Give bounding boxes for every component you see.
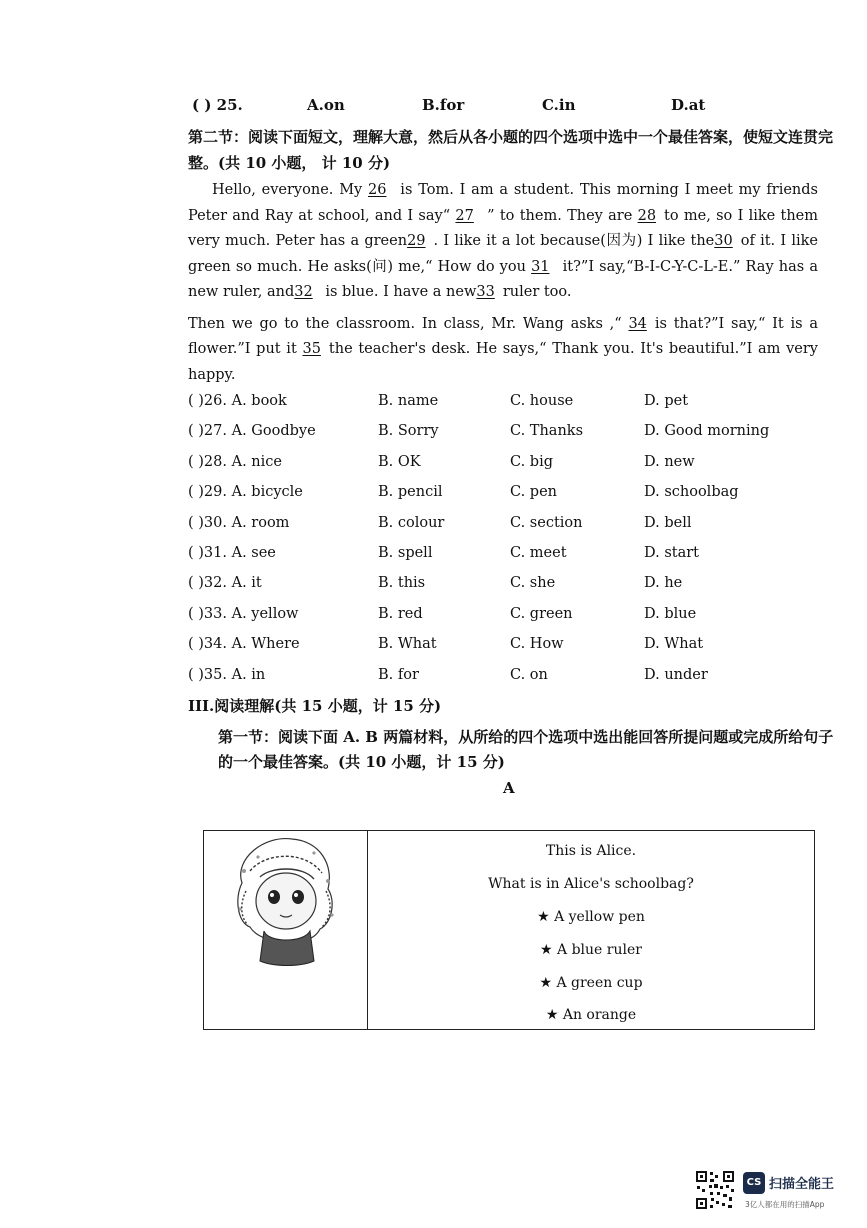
option-row — [188, 545, 808, 575]
option-b: B. OK — [378, 453, 421, 470]
option-number-a: ( )28. A. nice — [188, 453, 282, 470]
option-row — [188, 393, 808, 423]
q25-number: ( ) 25. — [192, 96, 243, 114]
option-b: B. colour — [378, 514, 445, 531]
passage-paragraph-1 — [188, 178, 818, 306]
blank-35: 35 — [302, 341, 321, 357]
q25-option-d: D.at — [671, 96, 706, 114]
section2-instruction: 第二节：阅读下面短文，理解大意，然后从各小题的四个选项中选中一个最佳答案，使短文连贯完整。(共 10 小题， 计 10 分) — [188, 128, 834, 172]
passage-text: ” to them. They are — [481, 207, 638, 224]
option-c: C. big — [510, 453, 553, 470]
card-question: What is in Alice's schoolbag? — [488, 876, 694, 892]
passage-text: is Tom. I am a student. This morning I meet my friends Peter and Ray at school, and I say“ — [188, 182, 818, 224]
option-row — [188, 636, 808, 666]
alice-text-cell — [368, 831, 814, 1029]
option-d: D. schoolbag — [644, 484, 739, 501]
option-c: C. Thanks — [510, 423, 584, 440]
blank-32: 32 — [294, 284, 313, 300]
blank-33: 33 — [476, 284, 495, 300]
option-row — [188, 484, 808, 514]
option-number-a: ( )29. A. bicycle — [188, 484, 303, 501]
q25-option-a: A.on — [307, 96, 345, 114]
passage-text: to me, so I like them very much. Peter has a green — [188, 207, 818, 249]
q25-option-b: B.for — [422, 96, 465, 114]
passage-letter: A — [503, 779, 515, 797]
passage-text: of it. I like green so much. He asks(问) me,“ How do you — [188, 233, 818, 275]
blank-34: 34 — [628, 315, 647, 332]
option-d: D. Good morning — [644, 423, 770, 440]
passage-text: Then we go to the classroom. In class, Mr. Wang asks ,“ — [188, 315, 629, 332]
camscanner-tagline: 3亿人都在用的扫描App — [745, 1200, 825, 1209]
option-row — [188, 515, 808, 545]
blank-30: 30 — [714, 233, 733, 249]
card-intro: This is Alice. — [545, 843, 637, 859]
option-b: B. for — [378, 666, 419, 683]
option-b: B. pencil — [378, 484, 443, 501]
option-number-a: ( )30. A. room — [188, 514, 290, 531]
option-c: C. pen — [510, 484, 557, 501]
passage-paragraph-2 — [188, 312, 818, 389]
blank-31: 31 — [531, 258, 550, 275]
option-d: D. start — [644, 544, 699, 561]
option-b: B. name — [378, 393, 439, 409]
option-c: C. house — [510, 393, 574, 409]
blank-28: 28 — [637, 207, 657, 224]
option-b: B. Sorry — [378, 423, 439, 440]
passage-text: it?”I say,“B-I-C-Y-C-L-E.” Ray has a new ruler, and — [188, 258, 818, 300]
option-d: D. blue — [644, 605, 697, 622]
option-d: D. bell — [644, 514, 692, 531]
qr-code-icon — [695, 1170, 735, 1210]
cloze-passage — [188, 178, 818, 394]
blank-29: 29 — [407, 233, 426, 249]
option-c: C. she — [510, 575, 556, 592]
section3-part1-instruction: 第一节：阅读下面 A. B 两篇材料，从所给的四个选项中选出能回答所提问题或完成所给句子的一个最佳答案。(共 10 小题，计 15 分) — [218, 728, 834, 771]
option-number-a: ( )31. A. see — [188, 544, 276, 561]
passage-text: ruler too. — [502, 284, 572, 300]
option-c: C. How — [510, 636, 564, 653]
option-row — [188, 667, 808, 697]
section3-title: III.阅读理解(共 15 小题，计 15 分) — [188, 697, 442, 715]
camscanner-name: 扫描全能王 — [769, 1177, 835, 1192]
option-b: B. this — [378, 575, 426, 592]
passage-text: Hello, everyone. My — [212, 182, 369, 198]
option-b: B. What — [378, 636, 437, 653]
alice-card — [203, 830, 815, 1030]
passage-text: the teacher's desk. He says,“ Thank you. It's beautiful.”I am very happy. — [188, 341, 818, 383]
card-item: ★ An orange — [545, 1007, 637, 1023]
option-b: B. red — [378, 605, 423, 622]
option-d: D. he — [644, 575, 683, 592]
options-list — [188, 393, 808, 697]
option-c: C. meet — [510, 544, 567, 561]
option-row — [188, 454, 808, 484]
passage-text: . I like it a lot because(因为) I like the — [433, 233, 715, 249]
passage-text: is that?”I say,“ It is a flower.”I put it — [188, 315, 818, 357]
scanner-watermark — [695, 1170, 845, 1215]
option-c: C. on — [510, 666, 548, 683]
option-number-a: ( )27. A. Goodbye — [188, 423, 316, 440]
option-row — [188, 423, 808, 453]
option-row — [188, 606, 808, 636]
option-d: D. new — [644, 453, 695, 470]
card-item: ★ A green cup — [539, 975, 643, 991]
option-c: C. section — [510, 514, 583, 531]
option-b: B. spell — [378, 544, 433, 561]
q25-option-c: C.in — [542, 96, 576, 114]
blank-27: 27 — [455, 207, 474, 224]
option-number-a: ( )35. A. in — [188, 666, 266, 683]
option-d: D. under — [644, 666, 708, 683]
option-row — [188, 575, 808, 605]
option-d: D. pet — [644, 393, 689, 409]
camscanner-logo-icon: CS — [743, 1172, 765, 1194]
passage-text: is blue. I have a new — [320, 284, 477, 300]
girl-illustration — [204, 831, 368, 1029]
card-item: ★ A blue ruler — [540, 942, 642, 958]
option-c: C. green — [510, 605, 573, 622]
option-number-a: ( )33. A. yellow — [188, 605, 299, 622]
blank-26: 26 — [368, 182, 387, 198]
card-item: ★ A yellow pen — [537, 909, 645, 925]
option-number-a: ( )32. A. it — [188, 575, 262, 592]
option-d: D. What — [644, 636, 704, 653]
option-number-a: ( )26. A. book — [188, 393, 287, 409]
alice-picture-cell — [204, 831, 368, 1029]
option-number-a: ( )34. A. Where — [188, 636, 300, 653]
